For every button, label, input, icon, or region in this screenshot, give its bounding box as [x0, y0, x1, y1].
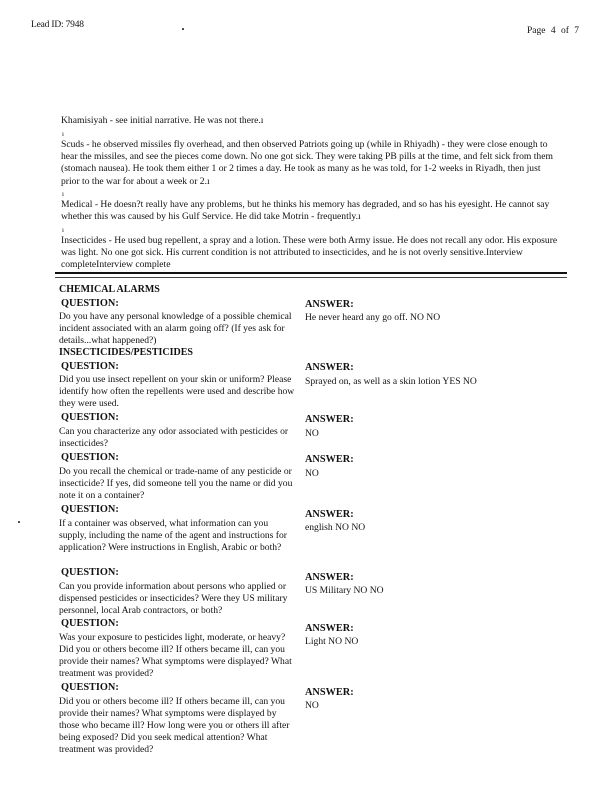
- answer-text: He never heard any go off. NO NO: [305, 312, 441, 323]
- scan-speck: [18, 521, 20, 523]
- answer-text: NO: [305, 468, 319, 479]
- answer-text: NO: [305, 428, 319, 439]
- question-label: QUESTION:: [61, 452, 119, 463]
- question-text: Did you or others become ill? If others became ill, can you provide their names? What symptoms were displayed by those who became ill? How long were you or others ill after being exposed? Did you seek medical attention? What treatment was provided?: [59, 696, 290, 756]
- answer-text: NO: [305, 700, 319, 711]
- section-title-insecticides-pesticides: INSECTICIDES/PESTICIDES: [59, 347, 193, 358]
- scan-speck: [182, 28, 184, 30]
- question-text: Do you have any personal knowledge of a possible chemical incident associated with an alarm going off? (If yes ask for details...what happened?): [59, 311, 292, 347]
- lead-id: Lead ID: 7948: [31, 20, 84, 30]
- question-label: QUESTION:: [61, 361, 119, 372]
- answer-label: ANSWER:: [305, 572, 354, 583]
- question-label: QUESTION:: [61, 504, 119, 515]
- answer-label: ANSWER:: [305, 362, 354, 373]
- paragraph-mark: ı: [62, 130, 64, 138]
- answer-label: ANSWER:: [305, 414, 354, 425]
- question-label: QUESTION:: [61, 412, 119, 423]
- section-title-chemical-alarms: CHEMICAL ALARMS: [59, 284, 160, 295]
- question-label: QUESTION:: [61, 298, 119, 309]
- question-text: Can you provide information about persons who applied or dispensed pesticides or insecticides? Were they US military personnel, local Arab contractors, or both?: [59, 581, 288, 617]
- question-text: If a container was observed, what information can you supply, including the name of the agent and instructions for application? Were instructions in English, Arabic or both?: [59, 518, 287, 554]
- paragraph-mark: ı: [62, 226, 64, 234]
- answer-label: ANSWER:: [305, 687, 354, 698]
- question-text: Do you recall the chemical or trade-name of any pesticide or insecticide? If yes, did someone tell you the name or did you note it on a container?: [59, 466, 293, 502]
- question-text: Was your exposure to pesticides light, moderate, or heavy? Did you or others become ill? If others became ill, can you provide their names? What symptoms were displayed? What treatment was provided?: [59, 632, 292, 680]
- narrative-khamisiyah: Khamisiyah - see initial narrative. He was not there.ı: [61, 115, 264, 126]
- answer-text: Sprayed on, as well as a skin lotion YES NO: [305, 376, 477, 387]
- paragraph-mark: ı: [62, 190, 64, 198]
- narrative-scuds: Scuds - he observed missiles fly overhead, and then observed Patriots going up (while in Rhiyadh) - they were close enough to hear the missiles, and see the pieces come down. No one got sick. They were taking PB pills at the time, and felt sick from them (stomach nausea). He took them either 1 or 2 times a day. He took as many as he was told, for 1-2 weeks in Riyadh, then just prior to the war for about a week or 2.ı: [61, 139, 553, 187]
- question-label: QUESTION:: [61, 567, 119, 578]
- answer-label: ANSWER:: [305, 623, 354, 634]
- answer-text: english NO NO: [305, 522, 366, 533]
- answer-text: Light NO NO: [305, 636, 359, 647]
- question-label: QUESTION:: [61, 682, 119, 693]
- narrative-insecticides: Insecticides - He used bug repellent, a spray and a lotion. These were both Army issue. He does not recall any odor. His exposure was light. No one got sick. His current condition is not attributed to insecticides, and he is not overly sensitive.Interview completeInterview complete: [61, 235, 558, 271]
- question-label: QUESTION:: [61, 618, 119, 629]
- question-text: Can you characterize any odor associated with pesticides or insecticides?: [59, 426, 289, 450]
- narrative-medical: Medical - He doesn?t really have any problems, but he thinks his memory has degraded, and so has his eyesight. He cannot say whether this was caused by his Gulf Service. He did take Motrin - frequently.ı: [61, 199, 550, 223]
- divider-rule: [55, 272, 567, 274]
- answer-label: ANSWER:: [305, 299, 354, 310]
- page-number: Page 4 of 7: [527, 26, 580, 36]
- answer-label: ANSWER:: [305, 509, 354, 520]
- answer-text: US Military NO NO: [305, 585, 384, 596]
- divider-rule: [55, 277, 567, 278]
- answer-label: ANSWER:: [305, 454, 354, 465]
- question-text: Did you use insect repellent on your skin or uniform? Please identify how often the repellents were used and describe how they were used.: [59, 374, 295, 410]
